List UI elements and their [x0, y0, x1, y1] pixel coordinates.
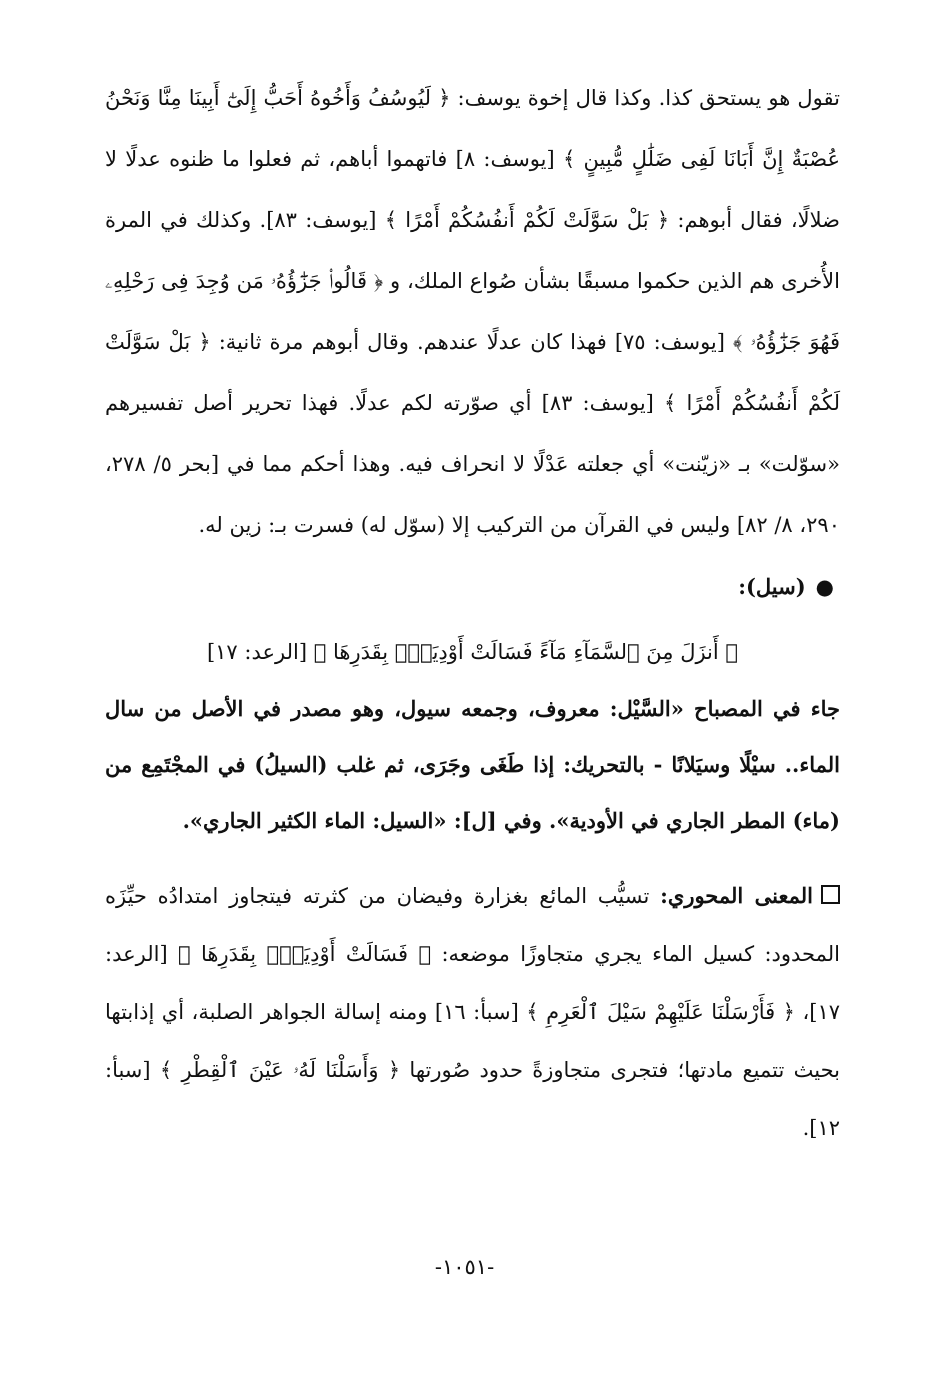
bullet-dot-icon: ● [815, 574, 834, 599]
core-meaning-paragraph [105, 867, 840, 1157]
page-content [105, 68, 840, 1157]
page-number: -١٠٥١- [434, 1255, 495, 1279]
verse-heading: ﴿ أَنزَلَ مِنَ ٱلسَّمَآءِ مَآءً فَسَالَتْ أَوْدِيَةٌۢ بِقَدَرِهَا ﴾ [الرعد: ١٧] [206, 640, 739, 664]
square-box-icon [821, 885, 840, 904]
entry-heading-text: (سيل): [738, 574, 806, 599]
core-meaning-label: المعنى المحوري: [660, 883, 813, 908]
body-paragraph: تقول هو يستحق كذا. وكذا قال إخوة يوسف: ﴿ لَيُوسُفُ وَأَخُوهُ أَحَبُّ إِلَىٰٓ أَبِينَا مِنَّا وَنَحْنُ عُصْبَةٌ إِنَّ أَبَانَا لَفِى ضَلَٰلٍ مُّبِينٍ ﴾ [يوسف: ٨] فاتهموا أباهم، ثم فعلوا ما ظنوه عدلًا لا ضلالًا، فقال أبوهم: ﴿ بَلْ سَوَّلَتْ لَكُمْ أَنفُسُكُمْ أَمْرًا ﴾ [يوسف: ٨٣]. وكذلك في المرة الأُخرى هم الذين حكموا مسبقًا بشأن صُواع الملك، و ﴿ قَالُوا۟ جَزَٰٓؤُهُۥ مَن وُجِدَ فِى رَحْلِهِۦ فَهُوَ جَزَٰٓؤُهُۥ ﴾ [يوسف: ٧٥] فهذا كان عدلًا عندهم. وقال أبوهم مرة ثانية: ﴿ بَلْ سَوَّلَتْ لَكُمْ أَنفُسُكُمْ أَمْرًا ﴾ [يوسف: ٨٣] أي صوّرته لكم عدلًا. فهذا تحرير أصل تفسيرهم «سوّلت» بـ «زيّنت» أي جعلته عَدْلًا لا انحراف فيه. وهذا أحكم مما في [بحر ٥/ ٢٧٨، ٢٩٠، ٨/ ٨٢] وليس في القرآن من التركيب إلا (سوّل له) فسرت بـ: زين له. [105, 86, 840, 537]
core-meaning-text: تسيُّب المائع بغزارة وفيضان من كثرته فيتجاوز امتدادُه حيِّزَه المحدود: كسيل الماء يجري متجاوزًا موضعه: ﴿ فَسَالَتْ أَوْدِيَةٌۢ بِقَدَرِهَا ﴾ [الرعد: ١٧]، ﴿ فَأَرْسَلْنَا عَلَيْهِمْ سَيْلَ ٱلْعَرِمِ ﴾ [سبأ: ١٦] ومنه إسالة الجواهر الصلبة، أي إذابتها بحيث تتميع مادتها؛ فتجرى متجاوزةً حدود صُورتها ﴿ وَأَسَلْنَا لَهُۥ عَيْنَ ٱلْقِطْرِ ﴾ [سبأ: ١٢]. [105, 884, 840, 1140]
entry-heading [105, 556, 840, 617]
lexical-paragraph: جاء في المصباح «السَّيْل: معروف، وجمعه سيول، وهو مصدر في الأصل من سال الماء.. سيْلًا وسيَلانًا - بالتحريك: إذا طَغَى وجَرَى، ثم غلب (السيلُ) في المجْتَمِع من (ماء) المطر الجاري في الأودية». وفي [ل]: «السيل: الماء الكثير الجاري». [105, 696, 840, 833]
